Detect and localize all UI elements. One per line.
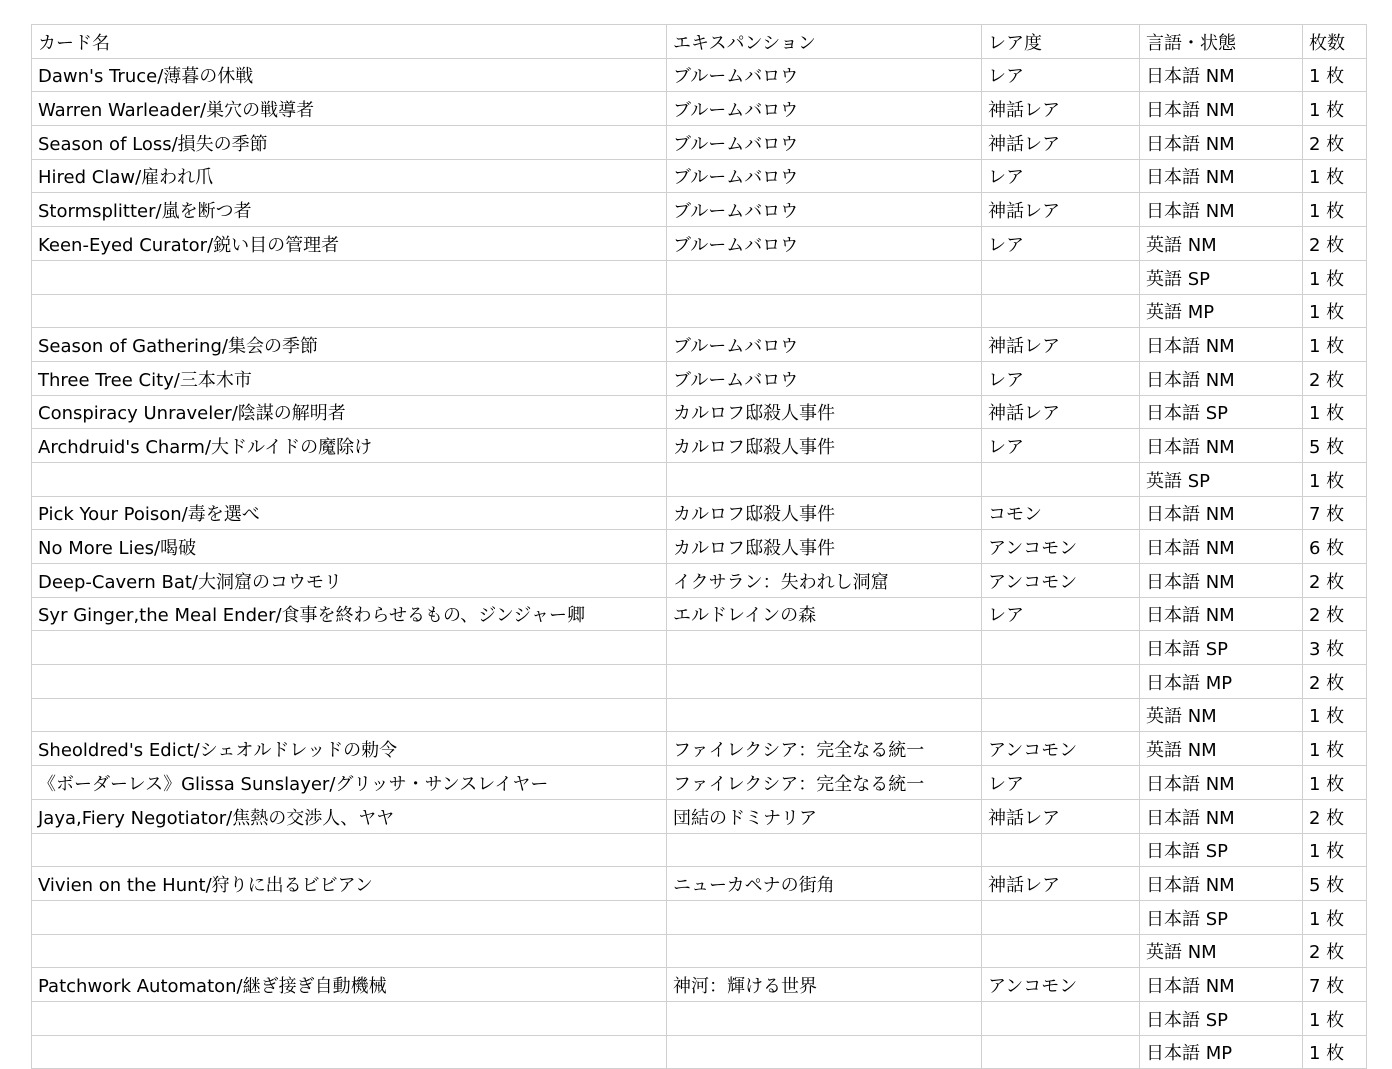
quantity-cell: 2 枚 [1303,799,1367,833]
card-name-cell: Jaya,Fiery Negotiator/焦熱の交渉人、ヤヤ [32,799,667,833]
rarity-cell: レア [982,58,1140,92]
card-name-cell: Season of Gathering/集会の季節 [32,328,667,362]
language-condition-cell: 日本語 NM [1140,597,1303,631]
card-name-cell: Warren Warleader/巣穴の戦導者 [32,92,667,126]
card-inventory-table [31,24,1367,1069]
expansion-cell [667,934,982,968]
table-row [32,1001,1367,1035]
quantity-cell: 1 枚 [1303,395,1367,429]
rarity-cell: アンコモン [982,530,1140,564]
language-condition-cell: 英語 NM [1140,698,1303,732]
card-name-cell [32,900,667,934]
card-name-cell: Syr Ginger,the Meal Ender/食事を終わらせるもの、ジンジャー卿 [32,597,667,631]
language-condition-cell: 日本語 NM [1140,58,1303,92]
header-card-name: カード名 [32,25,667,59]
language-condition-cell: 日本語 SP [1140,1001,1303,1035]
rarity-cell: 神話レア [982,799,1140,833]
table-row [32,429,1367,463]
card-name-cell: Archdruid's Charm/大ドルイドの魔除け [32,429,667,463]
language-condition-cell: 英語 NM [1140,732,1303,766]
expansion-cell: ブルームバロウ [667,126,982,160]
expansion-cell: ファイレクシア：完全なる統一 [667,732,982,766]
rarity-cell [982,462,1140,496]
expansion-cell [667,294,982,328]
quantity-cell: 1 枚 [1303,1035,1367,1069]
table-row [32,597,1367,631]
language-condition-cell: 日本語 NM [1140,530,1303,564]
rarity-cell: 神話レア [982,395,1140,429]
table-row [32,766,1367,800]
language-condition-cell: 英語 NM [1140,227,1303,261]
table-row [32,462,1367,496]
quantity-cell: 7 枚 [1303,968,1367,1002]
quantity-cell: 5 枚 [1303,867,1367,901]
rarity-cell [982,934,1140,968]
quantity-cell: 7 枚 [1303,496,1367,530]
expansion-cell: カルロフ邸殺人事件 [667,530,982,564]
rarity-cell: アンコモン [982,564,1140,598]
language-condition-cell: 日本語 NM [1140,361,1303,395]
language-condition-cell: 日本語 SP [1140,833,1303,867]
quantity-cell: 2 枚 [1303,126,1367,160]
table-row [32,631,1367,665]
card-name-cell [32,833,667,867]
quantity-cell: 1 枚 [1303,900,1367,934]
expansion-cell [667,698,982,732]
quantity-cell: 6 枚 [1303,530,1367,564]
expansion-cell: 神河：輝ける世界 [667,968,982,1002]
language-condition-cell: 英語 MP [1140,294,1303,328]
table-row [32,328,1367,362]
expansion-cell [667,833,982,867]
card-name-cell: Conspiracy Unraveler/陰謀の解明者 [32,395,667,429]
language-condition-cell: 日本語 NM [1140,766,1303,800]
card-name-cell: Dawn's Truce/薄暮の休戦 [32,58,667,92]
table-row [32,665,1367,699]
table-row [32,1035,1367,1069]
table-row [32,732,1367,766]
language-condition-cell: 英語 SP [1140,462,1303,496]
card-name-cell: Keen-Eyed Curator/鋭い目の管理者 [32,227,667,261]
quantity-cell: 5 枚 [1303,429,1367,463]
quantity-cell: 1 枚 [1303,1001,1367,1035]
card-name-cell [32,1035,667,1069]
rarity-cell [982,260,1140,294]
language-condition-cell: 日本語 NM [1140,429,1303,463]
language-condition-cell: 日本語 NM [1140,564,1303,598]
card-name-cell: Deep-Cavern Bat/大洞窟のコウモリ [32,564,667,598]
quantity-cell: 3 枚 [1303,631,1367,665]
rarity-cell: 神話レア [982,867,1140,901]
language-condition-cell: 英語 NM [1140,934,1303,968]
expansion-cell: ニューカペナの街角 [667,867,982,901]
quantity-cell: 1 枚 [1303,462,1367,496]
expansion-cell: ブルームバロウ [667,227,982,261]
table-row [32,799,1367,833]
rarity-cell: レア [982,227,1140,261]
language-condition-cell: 日本語 NM [1140,159,1303,193]
card-name-cell [32,698,667,732]
language-condition-cell: 英語 SP [1140,260,1303,294]
language-condition-cell: 日本語 NM [1140,126,1303,160]
table-row [32,126,1367,160]
card-name-cell: No More Lies/喝破 [32,530,667,564]
rarity-cell [982,833,1140,867]
table-row [32,159,1367,193]
table-row [32,227,1367,261]
quantity-cell: 1 枚 [1303,698,1367,732]
language-condition-cell: 日本語 SP [1140,395,1303,429]
expansion-cell [667,665,982,699]
table-row [32,92,1367,126]
expansion-cell: カルロフ邸殺人事件 [667,496,982,530]
rarity-cell [982,1035,1140,1069]
expansion-cell: ファイレクシア：完全なる統一 [667,766,982,800]
rarity-cell [982,698,1140,732]
rarity-cell: レア [982,597,1140,631]
language-condition-cell: 日本語 NM [1140,799,1303,833]
language-condition-cell: 日本語 SP [1140,900,1303,934]
rarity-cell [982,294,1140,328]
quantity-cell: 1 枚 [1303,328,1367,362]
rarity-cell: アンコモン [982,968,1140,1002]
expansion-cell: ブルームバロウ [667,92,982,126]
quantity-cell: 1 枚 [1303,833,1367,867]
rarity-cell [982,900,1140,934]
expansion-cell: イクサラン：失われし洞窟 [667,564,982,598]
expansion-cell: ブルームバロウ [667,159,982,193]
language-condition-cell: 日本語 SP [1140,631,1303,665]
expansion-cell [667,1001,982,1035]
expansion-cell [667,1035,982,1069]
header-row [32,25,1367,59]
rarity-cell: 神話レア [982,328,1140,362]
card-name-cell: Vivien on the Hunt/狩りに出るビビアン [32,867,667,901]
card-name-cell: Hired Claw/雇われ爪 [32,159,667,193]
expansion-cell [667,462,982,496]
card-name-cell: Three Tree City/三本木市 [32,361,667,395]
rarity-cell: 神話レア [982,193,1140,227]
rarity-cell: レア [982,361,1140,395]
card-name-cell [32,665,667,699]
table-row [32,395,1367,429]
expansion-cell [667,260,982,294]
expansion-cell: ブルームバロウ [667,58,982,92]
rarity-cell [982,665,1140,699]
table-body [32,58,1367,1069]
rarity-cell [982,631,1140,665]
quantity-cell: 1 枚 [1303,92,1367,126]
expansion-cell: カルロフ邸殺人事件 [667,429,982,463]
card-name-cell [32,934,667,968]
language-condition-cell: 日本語 NM [1140,328,1303,362]
quantity-cell: 2 枚 [1303,564,1367,598]
quantity-cell: 1 枚 [1303,193,1367,227]
card-name-cell [32,260,667,294]
rarity-cell: アンコモン [982,732,1140,766]
language-condition-cell: 日本語 NM [1140,867,1303,901]
table-row [32,58,1367,92]
rarity-cell: 神話レア [982,92,1140,126]
quantity-cell: 1 枚 [1303,766,1367,800]
rarity-cell: 神話レア [982,126,1140,160]
header-language-condition: 言語・状態 [1140,25,1303,59]
table-row [32,294,1367,328]
language-condition-cell: 日本語 MP [1140,665,1303,699]
header-rarity: レア度 [982,25,1140,59]
expansion-cell: ブルームバロウ [667,361,982,395]
language-condition-cell: 日本語 NM [1140,968,1303,1002]
rarity-cell: レア [982,159,1140,193]
language-condition-cell: 日本語 NM [1140,92,1303,126]
card-name-cell: Sheoldred's Edict/シェオルドレッドの勅令 [32,732,667,766]
card-name-cell: Stormsplitter/嵐を断つ者 [32,193,667,227]
table-row [32,361,1367,395]
table-row [32,900,1367,934]
rarity-cell: レア [982,766,1140,800]
rarity-cell: コモン [982,496,1140,530]
language-condition-cell: 日本語 NM [1140,193,1303,227]
expansion-cell [667,900,982,934]
expansion-cell: ブルームバロウ [667,193,982,227]
header-expansion: エキスパンション [667,25,982,59]
language-condition-cell: 日本語 NM [1140,496,1303,530]
quantity-cell: 2 枚 [1303,361,1367,395]
card-name-cell: 《ボーダーレス》Glissa Sunslayer/グリッサ・サンスレイヤー [32,766,667,800]
quantity-cell: 1 枚 [1303,260,1367,294]
expansion-cell: ブルームバロウ [667,328,982,362]
table-row [32,260,1367,294]
quantity-cell: 1 枚 [1303,732,1367,766]
table-row [32,934,1367,968]
table-row [32,496,1367,530]
table-row [32,833,1367,867]
quantity-cell: 1 枚 [1303,58,1367,92]
card-name-cell [32,462,667,496]
language-condition-cell: 日本語 MP [1140,1035,1303,1069]
quantity-cell: 2 枚 [1303,665,1367,699]
card-name-cell: Pick Your Poison/毒を選べ [32,496,667,530]
card-name-cell [32,631,667,665]
quantity-cell: 2 枚 [1303,597,1367,631]
rarity-cell [982,1001,1140,1035]
quantity-cell: 2 枚 [1303,934,1367,968]
card-name-cell [32,1001,667,1035]
table-row [32,968,1367,1002]
expansion-cell: カルロフ邸殺人事件 [667,395,982,429]
quantity-cell: 1 枚 [1303,159,1367,193]
quantity-cell: 2 枚 [1303,227,1367,261]
expansion-cell [667,631,982,665]
card-name-cell: Season of Loss/損失の季節 [32,126,667,160]
table-row [32,193,1367,227]
expansion-cell: 団結のドミナリア [667,799,982,833]
card-name-cell [32,294,667,328]
table-row [32,867,1367,901]
table-row [32,530,1367,564]
quantity-cell: 1 枚 [1303,294,1367,328]
rarity-cell: レア [982,429,1140,463]
table-row [32,698,1367,732]
card-name-cell: Patchwork Automaton/継ぎ接ぎ自動機械 [32,968,667,1002]
expansion-cell: エルドレインの森 [667,597,982,631]
header-quantity: 枚数 [1303,25,1367,59]
table-row [32,564,1367,598]
